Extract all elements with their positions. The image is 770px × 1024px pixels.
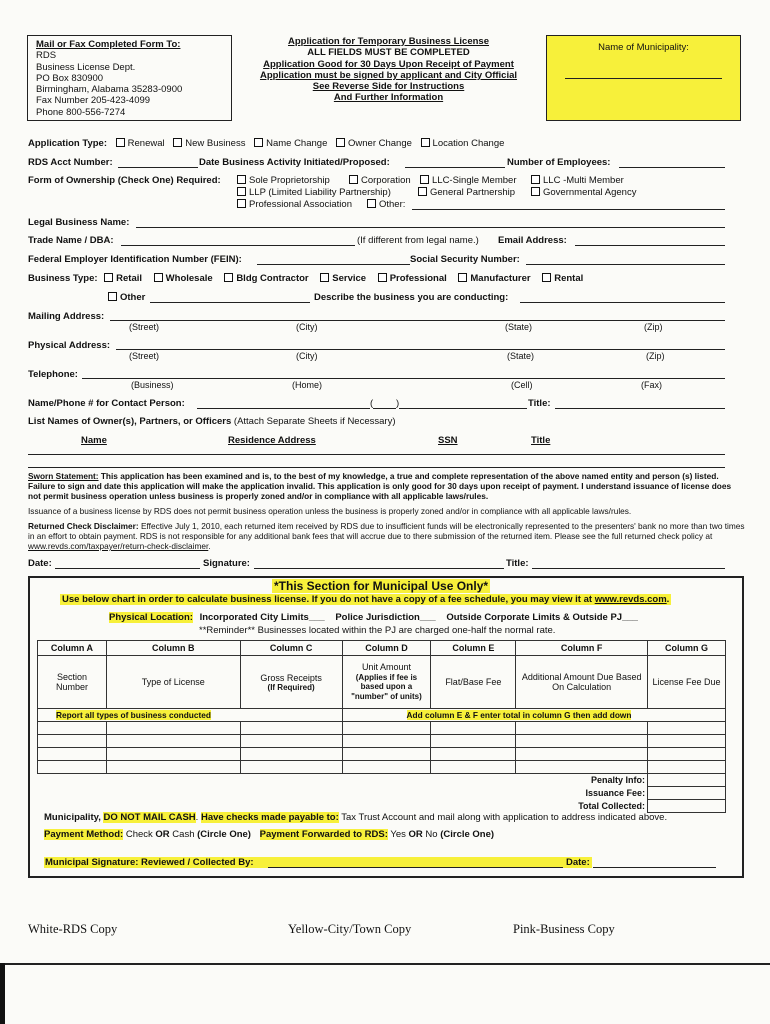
sub-label: (City) [296,351,318,361]
yellow-copy-label: Yellow-City/Town Copy [288,922,412,936]
sub-label: (Business) [131,380,174,390]
checkbox-general-partnership[interactable] [418,187,427,196]
col-desc: Section Number [38,656,107,709]
mail-line: Business License Dept. [36,61,136,73]
checkbox-other-business[interactable] [108,292,117,301]
sworn-text: This application has been examined and is, to the best of my knowledge, a true and complete representation of the above named entity and person (s) listed. Failure to sign and date this application will make the application invalid. This application is only good for 30 days upon receipt of payment. I understand issuance of license does not permit business operation unless business is properly zoned and/or in compliance with all applicable laws/rules. [28,471,732,501]
sub-label: (Fax) [641,380,662,390]
add-note: Add column E & F enter total in column G then add down [406,710,632,720]
option-label: Professional Association [249,199,352,210]
checkbox-sole[interactable] [237,175,246,184]
mailing-field[interactable] [110,320,725,321]
issuance-field[interactable] [648,787,726,800]
trade-name-field[interactable] [121,245,355,246]
option-label: Renewal [127,138,165,149]
mail-line: PO Box 830900 [36,72,104,84]
col-desc: Flat/Base Fee [431,656,516,709]
option-label: Governmental Agency [543,187,637,198]
payment-method-label: Payment Method: [44,829,124,840]
sworn-head: Sworn Statement: [28,471,99,481]
sub-label: (Cell) [511,380,533,390]
owners-row-line[interactable] [28,467,725,468]
ssn-field[interactable] [526,264,725,265]
option-label: Professional [389,273,447,284]
describe-label: Describe the business you are conducting: [314,292,509,303]
circle-one: (Circle One) [197,829,251,840]
returned-head: Returned Check Disclaimer: [28,521,139,531]
option-label: LLC -Multi Member [543,175,624,186]
option-label: Name Change [266,138,328,149]
municipal-date-label: Date: [566,857,590,868]
date-field[interactable] [55,568,200,569]
circle-one: (Circle One) [440,829,495,840]
payment-instructions: Municipality, DO NOT MAIL CASH. Have checks made payable to: Tax Trust Account and mail along with application to address indicated above. [44,812,668,823]
date-label: Date: [28,558,52,569]
physical-field[interactable] [116,349,725,350]
contact-label: Name/Phone # for Contact Person: [28,398,185,409]
telephone-label: Telephone: [28,369,78,380]
title-line: Application must be signed by applicant and City Official [259,69,518,81]
issuance-label: Issuance Fee: [38,787,648,800]
option-label: Owner Change [348,138,412,149]
trade-name-label: Trade Name / DBA: [28,235,114,246]
col-header: Column A [38,641,107,656]
employees-label: Number of Employees: [507,157,611,168]
checkbox-bldg-contractor[interactable] [224,273,233,282]
signature-label: Signature: [203,558,250,569]
mail-line: Birmingham, Alabama 35283-0900 [36,84,183,96]
returned-link[interactable]: www.revds.com/taxpayer/return-check-disclaimer [28,541,209,551]
option-label: Other: [379,199,406,210]
owners-note: (Attach Separate Sheets if Necessary) [233,416,396,427]
app-type-label: Application Type: [28,138,107,149]
checkbox-location-change[interactable] [421,138,430,147]
checkbox-manufacturer[interactable] [458,273,467,282]
physical-location-row [109,612,638,623]
acct-number-field[interactable] [118,167,198,168]
checkbox-new-business[interactable] [173,138,182,147]
col-desc [240,656,342,709]
date-initiated-label: Date Business Activity Initiated/Proposed: [199,157,390,168]
payment-tax: Tax Trust Account and mail along with application to address indicated above. [341,812,668,823]
mail-to-box [27,35,232,121]
col-desc [342,656,431,709]
mailing-label: Mailing Address: [28,311,105,322]
acct-number-label: RDS Acct Number: [28,157,113,168]
scan-edge [0,963,770,965]
ownership-label: Form of Ownership (Check One) Required: [28,175,221,186]
white-copy-label: White-RDS Copy [28,922,118,936]
other-business-field[interactable] [150,302,310,303]
col-desc: License Fee Due [648,656,726,709]
sub-label: (State) [505,322,533,332]
employees-field[interactable] [619,167,725,168]
option-label: LLP (Limited Liability Partnership) [249,187,391,198]
legal-name-field[interactable] [136,227,725,228]
fee-table [37,640,726,813]
owners-col-title: Title [531,435,551,446]
returned-end: . [208,541,211,551]
instr-text: Use below chart in order to calculate business license. If you do not have a copy of a fee schedule, you may view it at [62,594,593,605]
paren: ( [370,398,374,409]
issuance-note: Issuance of a business license by RDS does not permit business operation unless the business is properly zoned and/or in compliance with all applicable laws/rules. [28,506,632,516]
owners-col-address: Residence Address [228,435,316,446]
option-label: General Partnership [430,187,516,198]
option-label: Wholesale [165,273,213,284]
instr-end: . [666,594,670,605]
option-label: Retail [116,273,143,284]
option-yes[interactable]: Yes [390,829,406,840]
email-label: Email Address: [498,235,567,246]
municipality-box [546,35,741,121]
title-line: Application for Temporary Business License [288,36,489,47]
municipal-date-field[interactable] [593,867,716,868]
contact-title-label: Title: [528,398,551,409]
checks-payable: Have checks made payable to: [200,812,339,823]
or: OR [155,829,170,840]
checkbox-corporation[interactable] [349,175,358,184]
option-no[interactable]: No [425,829,438,840]
title-line: ALL FIELDS MUST BE COMPLETED [307,47,470,59]
option-police-jurisdiction[interactable]: Police Jurisdiction___ [335,612,436,623]
owners-col-ssn: SSN [438,435,458,446]
penalty-label: Penalty Info: [38,774,648,787]
application-type-row [28,138,504,149]
option-label: Rental [554,273,584,284]
pink-copy-label: Pink-Business Copy [513,922,615,936]
option-outside-limits[interactable]: Outside Corporate Limits & Outside PJ___ [446,612,638,623]
fein-label: Federal Employer Identification Number (FEIN): [28,254,242,265]
col-header: Column F [516,641,648,656]
option-label: Bldg Contractor [236,273,309,284]
form-title [236,36,541,104]
other-ownership-field[interactable] [412,209,725,210]
col-header: Column E [431,641,516,656]
col-header: Column D [342,641,431,656]
option-label: New Business [185,138,246,149]
returned-check [28,521,750,551]
payment-method-row [44,829,494,840]
mail-heading: Mail or Fax Completed Form To: [36,39,181,50]
checkbox-service[interactable] [320,273,329,282]
describe-field[interactable] [520,302,725,303]
contact-title-field[interactable] [555,408,725,409]
forwarded-label: Payment Forwarded to RDS: [259,829,388,840]
sub-label: (Street) [129,322,160,332]
col-desc-text: Gross Receipts [260,672,322,683]
municipal-signature-label: Municipal Signature: Reviewed / Collected By: [44,857,564,868]
municipality-field[interactable] [565,78,722,79]
reminder: **Reminder** Businesses located within the PJ are charged one-half the normal rate. [199,625,556,636]
col-desc-text: Unit Amount [361,662,411,672]
option-label: LLC-Single Member [432,175,517,186]
no-mail-cash: DO NOT MAIL CASH [103,812,196,823]
trade-name-note: (If different from legal name.) [357,235,479,246]
mail-line: Phone 800-556-7274 [36,106,126,118]
paren: ) [396,398,400,409]
option-incorporated[interactable]: Incorporated City Limits___ [199,612,325,623]
checkbox-governmental[interactable] [531,187,540,196]
telephone-field[interactable] [82,378,725,379]
sworn-statement [28,471,744,501]
fein-field[interactable] [257,264,410,265]
owners-col-name: Name [81,435,107,446]
total-field[interactable] [648,800,726,813]
municipality-label: Name of Municipality: [598,42,689,53]
col-header: Column C [240,641,342,656]
sign-title-field[interactable] [532,568,725,569]
sub-label: (Home) [292,380,323,390]
option-label: Location Change [432,138,505,149]
checkbox-rental[interactable] [542,273,551,282]
title-line: Application Good for 30 Days Upon Receipt of Payment [263,58,514,70]
checkbox-other-ownership[interactable] [367,199,376,208]
col-desc: Type of License [106,656,240,709]
legal-name-label: Legal Business Name: [28,217,130,228]
col-desc-note: (If Required) [267,682,315,692]
checkbox-llp[interactable] [237,187,246,196]
contact-field[interactable] [197,408,527,409]
option-cash[interactable]: Cash [172,829,195,840]
ssn-label: Social Security Number: [410,254,520,265]
returned-text: Effective July 1, 2010, each returned item received by RDS due to insufficient funds will be electronically represented to the presenters' bank no more than two times in an effort to obtain payment. RDS is not responsible for any additional bank fees that will accrue due to there submission of the returned item. Please see the full returned check policy at [28,521,745,541]
physical-label: Physical Address: [28,340,111,351]
checkbox-retail[interactable] [104,273,113,282]
option-label: Corporation [361,175,411,186]
total-label: Total Collected: [38,800,648,813]
sign-title-label: Title: [506,558,529,569]
business-type-row [28,273,583,284]
email-field[interactable] [575,245,725,246]
scan-edge-left [0,963,5,1024]
checkbox-owner-change[interactable] [336,138,345,147]
checkbox-renewal[interactable] [116,138,125,147]
col-desc: Additional Amount Due Based On Calculation [516,656,648,709]
checkbox-wholesale[interactable] [154,273,163,282]
sub-label: (City) [296,322,318,332]
owners-label: List Names of Owner(s), Partners, or Officers [28,416,232,427]
sub-label: (Zip) [644,322,663,332]
municipal-signature-field[interactable] [268,867,563,868]
table-row[interactable] [38,735,726,748]
mail-line: Fax Number 205-423-4099 [36,95,151,107]
municipal-heading: *This Section for Municipal Use Only* [274,579,489,593]
option-label: Other [120,292,146,303]
physical-location-label: Physical Location: [109,612,193,623]
col-header: Column G [648,641,726,656]
mail-line: RDS [36,50,57,62]
col-desc-note: (Applies if fee is based upon a "number" of units) [351,672,422,701]
revds-link[interactable]: www.revds.com [594,594,667,605]
report-note: Report all types of business conducted [56,710,211,720]
checkbox-llc-multi[interactable] [531,175,540,184]
option-label: Sole Proprietorship [249,175,330,186]
table-row[interactable] [38,748,726,761]
option-label: Manufacturer [470,273,531,284]
col-header: Column B [106,641,240,656]
payment-muni: Municipality, [44,812,101,823]
checkbox-professional-association[interactable] [237,199,246,208]
checkbox-name-change[interactable] [254,138,263,147]
checkbox-llc-single[interactable] [420,175,429,184]
municipal-instructions [60,594,671,605]
sub-label: (State) [507,351,535,361]
penalty-field[interactable] [648,774,726,787]
sub-label: (Street) [129,351,160,361]
sub-label: (Zip) [646,351,665,361]
signature-field[interactable] [254,568,504,569]
option-label: Service [332,273,367,284]
date-initiated-field[interactable] [405,167,505,168]
business-type-label: Business Type: [28,273,98,284]
title-line: See Reverse Side for Instructions [312,81,465,93]
owners-heading [28,416,395,427]
owners-row-line[interactable] [28,454,725,455]
checkbox-professional[interactable] [378,273,387,282]
table-row[interactable] [38,722,726,735]
title-line: And Further Information [333,92,444,104]
option-check[interactable]: Check [125,829,153,840]
table-row[interactable] [38,761,726,774]
or: OR [408,829,423,840]
